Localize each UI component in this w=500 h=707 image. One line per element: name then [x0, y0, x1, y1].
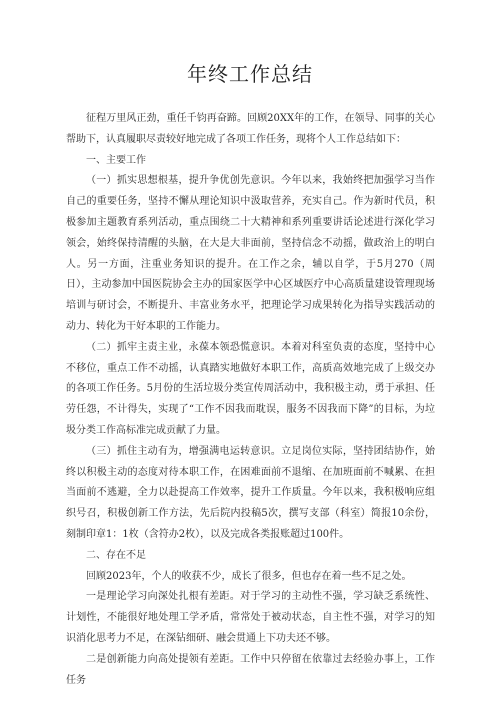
paragraph-main-work-2: （二）抓牢主责主业，永葆本领恐慌意识。本着对科室负责的态度，坚持中心不移位，重点工作不动摇，认真踏实地做好本职工作，高质高效地完成了上级交办的各项工作任务。5月份的生活垃圾分类宣传周活动中，我积极主动，勇于承担、任劳任怨，不计得失，实现了“工作不因我而耽误，服务不因我而下降”的目标，为垃圾分类工作高标准完成贡献了力量。	[66, 341, 435, 436]
section-heading-main-work: 一、主要工作	[86, 154, 146, 166]
document-body	[66, 109, 435, 691]
section-heading-shortcomings: 二、存在不足	[86, 549, 146, 561]
paragraph-shortcomings-intro: 回顾2023年，个人的收获不少，成长了很多，但也存在着一些不足之处。	[86, 570, 412, 582]
document-title: 年终工作总结	[187, 62, 313, 86]
paragraph-main-work-3: （三）抓住主动有为，增强满电运转意识。立足岗位实际，坚持团结协作，始终以积极主动的态度对待本职工作，在困难面前不退缩、在加班面前不喊累、在担当面前不逃避，全力以赴提高工作效率，提升工作质量。今年以来，我积极响应组织号召，积极创新工作方法，先后院内投稿5次，撰写支部（科室）简报10余份，刻制印章1：1枚（含符办2枚），以及完成各类报账超过100件。	[66, 445, 435, 540]
paragraph-main-work-1: （一）抓实思想根基，提升争优创先意识。今年以来，我始终把加强学习当作自己的重要任务，坚持不懈从理论知识中汲取营养，充实自己。作为新时代员，积极参加主题教育系列活动，重点围绕二十大精神和系列重要讲话论述进行深化学习领会，始终保持清醒的头脑，在大是大非面前，坚持信念不动摇，做政治上的明白人。另一方面，注重业务知识的提升。在工作之余，辅以自学，于5月270（周日），主动参加中国医院协会主办的国家医学中心区域医疗中心高质量建设管理现场培训与研讨会，不断提升、丰富业务水平，把理论学习成果转化为指导实践活动的动力、转化为干好本职的工作能力。	[66, 175, 435, 332]
paragraph-shortcoming-2: 二是创新能力向高处提领有差距。工作中只停留在依靠过去经验办事上，工作任务	[66, 653, 435, 686]
paragraph-shortcoming-1: 一是理论学习向深处扎根有差距。对于学习的主动性不强，学习缺乏系统性、计划性，不能很好地处理工学矛盾，常常处于被动状态，自主性不强，对学习的知识消化思考力不足，在深钻细研、融会贯通上下功夫还不够。	[66, 591, 435, 644]
paragraph-intro: 征程万里风正劲，重任千钧再奋蹄。回顾20XX年的工作，在领导、同事的关心帮助下，认真履职尽责较好地完成了各项工作任务，现将个人工作总结如下：	[66, 113, 435, 145]
